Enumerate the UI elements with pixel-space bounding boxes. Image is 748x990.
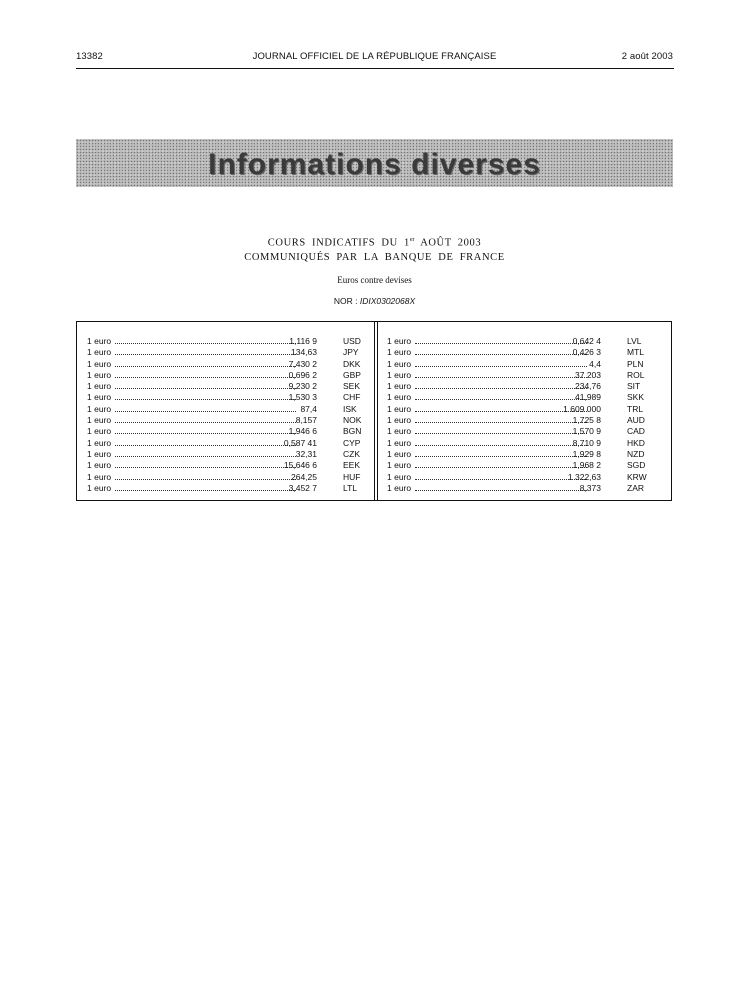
leader-dots [415,433,587,434]
leader-dots [415,422,587,423]
rate-unit: 1 euro [87,415,112,426]
rate-value: 1,725 8 [572,415,601,426]
rate-unit: 1 euro [387,448,412,459]
page-number: 13382 [76,51,103,62]
section-banner [76,139,673,187]
rate-unit: 1 euro [87,381,112,392]
currency-code: ROL [627,369,645,380]
currency-code: NZD [627,448,645,459]
rate-value: 0,426 3 [572,347,601,358]
rate-unit: 1 euro [87,336,112,346]
rate-value: 1,968 2 [572,460,601,471]
rate-value: 1,946 6 [288,426,317,437]
leader-dots [115,366,296,367]
rate-unit: 1 euro [87,369,112,380]
rate-value: 1,929 8 [572,448,601,459]
exchange-rates-table [76,321,672,501]
rate-unit: 1 euro [87,347,112,358]
currency-code: LTL [343,482,358,493]
rate-value: 9,230 2 [288,381,317,392]
rate-value: 1,570 9 [572,426,601,437]
leader-dots [415,479,587,480]
notice-title-line-2: COMMUNIQUÉS PAR LA BANQUE DE FRANCE [244,252,505,263]
rate-row [87,438,369,449]
currency-code: CAD [627,426,645,437]
leader-dots [115,354,296,355]
rate-value: 1 322,63 [567,471,601,482]
header-rule [76,68,674,69]
rate-value: 0,642 4 [572,336,601,346]
currency-code: HKD [627,437,645,448]
nor-reference [76,296,673,306]
leader-dots [415,377,587,378]
rate-row [387,392,663,403]
rate-row [387,381,663,392]
currency-code: LVL [627,336,642,346]
rate-row [87,460,369,471]
leader-dots [415,490,587,491]
rate-value: 7,430 2 [288,358,317,369]
rate-unit: 1 euro [87,471,112,482]
rate-row [387,449,663,460]
rate-value: 8,710 9 [572,437,601,448]
rate-value: 87,4 [300,403,317,414]
rates-column-right [387,336,663,494]
rate-value: 41,989 [575,392,601,403]
rate-value: 8,157 [295,415,317,426]
rate-row [87,472,369,483]
leader-dots [415,456,587,457]
leader-dots [115,411,296,412]
rate-unit: 1 euro [387,403,412,414]
currency-code: CYP [343,437,361,448]
rate-row [87,404,369,415]
rate-unit: 1 euro [87,358,112,369]
currency-code: TRL [627,403,644,414]
rate-value: 3,452 7 [288,482,317,493]
rate-unit: 1 euro [87,437,112,448]
rate-row [87,336,369,347]
nor-code: IDIX0302068X [359,296,416,306]
currency-code: SIT [627,381,641,392]
nor-label: NOR : [333,296,360,306]
currency-code: PLN [627,358,644,369]
currency-code: USD [343,336,361,346]
rate-row [87,392,369,403]
rate-value: 15,646 6 [283,460,317,471]
leader-dots [115,377,296,378]
rate-row [87,415,369,426]
rate-row [387,460,663,471]
currency-code: ISK [343,403,357,414]
rate-unit: 1 euro [387,437,412,448]
rate-value: 1 609 000 [563,403,601,414]
currency-code: NOK [343,415,362,426]
currency-code: HUF [343,471,361,482]
rate-unit: 1 euro [387,426,412,437]
leader-dots [415,467,587,468]
rate-row [87,449,369,460]
currency-code: BGN [343,426,362,437]
rate-value: 0,587 41 [283,437,317,448]
section-title: Informations diverses [208,148,541,181]
rate-value: 234,76 [575,381,601,392]
notice-title-sup: er [409,237,415,243]
column-divider [374,322,375,500]
rate-row [87,381,369,392]
currency-code: EEK [343,460,361,471]
rate-value: 1,116 9 [289,336,317,346]
rate-unit: 1 euro [87,392,112,403]
leader-dots [115,456,296,457]
journal-title: JOURNAL OFFICIEL DE LA RÉPUBLIQUE FRANÇAISE [252,51,497,62]
rate-unit: 1 euro [87,426,112,437]
rate-row [387,336,663,347]
rate-unit: 1 euro [87,403,112,414]
currency-code: JPY [343,347,359,358]
currency-code: AUD [627,415,645,426]
leader-dots [415,343,587,344]
rate-unit: 1 euro [387,471,412,482]
rate-row [87,347,369,358]
rate-row [87,359,369,370]
rate-value: 264,25 [291,471,317,482]
currency-code: CHF [343,392,361,403]
rate-unit: 1 euro [387,347,412,358]
rate-unit: 1 euro [387,369,412,380]
leader-dots [115,433,296,434]
rate-unit: 1 euro [87,460,112,471]
rate-row [387,359,663,370]
rate-unit: 1 euro [87,448,112,459]
rate-row [387,438,663,449]
rate-unit: 1 euro [387,381,412,392]
rate-unit: 1 euro [387,415,412,426]
notice-title-post: AOÛT 2003 [414,237,482,249]
currency-code: SGD [627,460,646,471]
rate-row [87,426,369,437]
rate-row [387,483,663,494]
notice-subtitle: Euros contre devises [337,275,412,285]
currency-code: MTL [627,347,644,358]
currency-code: DKK [343,358,361,369]
rate-row [387,370,663,381]
rate-value: 4,4 [589,358,601,369]
rate-value: 8,373 [579,482,601,493]
rate-unit: 1 euro [387,482,412,493]
rate-value: 1,530 3 [288,392,317,403]
currency-code: SEK [343,381,361,392]
notice-title-line-1 [76,237,673,249]
rate-unit: 1 euro [387,358,412,369]
rate-row [387,404,663,415]
rate-row [387,472,663,483]
rate-unit: 1 euro [387,392,412,403]
notice-title-pre: COURS INDICATIFS DU 1 [267,237,410,249]
leader-dots [415,388,587,389]
rate-value: 32,31 [295,448,317,459]
rate-row [87,483,369,494]
currency-code: ZAR [627,482,644,493]
rate-unit: 1 euro [387,460,412,471]
rate-row [387,347,663,358]
leader-dots [115,445,296,446]
publication-date: 2 août 2003 [621,51,673,62]
rate-value: 0,696 2 [288,369,317,380]
leader-dots [415,445,587,446]
leader-dots [115,479,296,480]
leader-dots [115,422,296,423]
rate-value: 37 203 [575,369,601,380]
column-divider [377,322,378,500]
leader-dots [115,490,296,491]
rate-unit: 1 euro [87,482,112,493]
rate-row [387,415,663,426]
currency-code: CZK [343,448,360,459]
currency-code: GBP [343,369,361,380]
currency-code: KRW [627,471,647,482]
rate-unit: 1 euro [387,336,412,346]
leader-dots [415,366,587,367]
currency-code: SKK [627,392,645,403]
leader-dots [415,354,587,355]
rate-row [87,370,369,381]
rate-value: 134,63 [291,347,317,358]
rates-column-left [87,336,369,494]
leader-dots [115,467,296,468]
leader-dots [115,343,296,344]
rate-row [387,426,663,437]
leader-dots [115,388,296,389]
leader-dots [415,399,587,400]
page-header [76,51,673,65]
leader-dots [115,399,296,400]
leader-dots [415,411,587,412]
